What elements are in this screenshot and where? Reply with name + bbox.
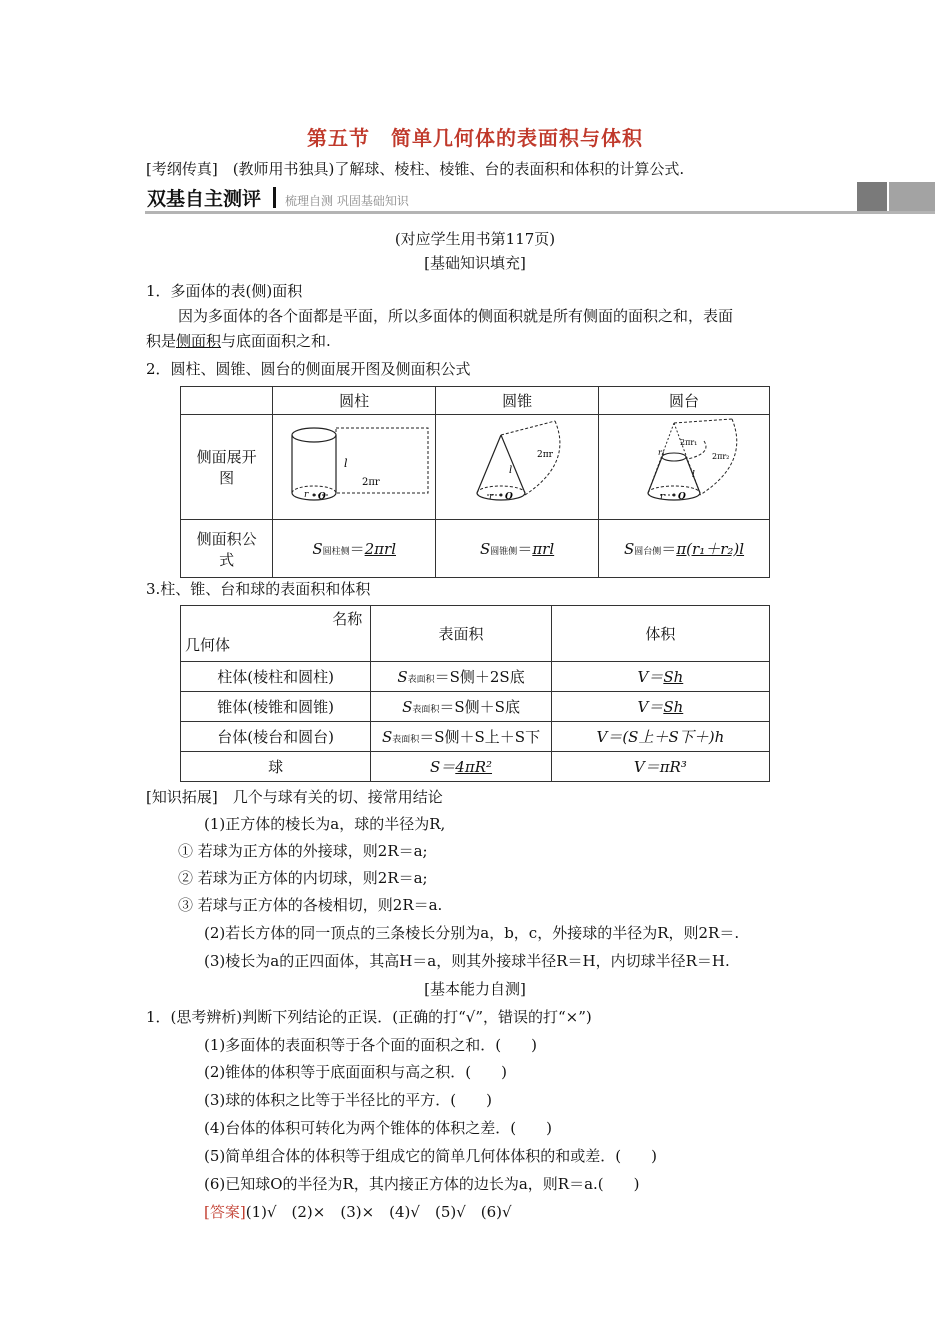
page-reference: (对应学生用书第117页) [394, 230, 556, 248]
cylinder-arc-label: 2πr [362, 477, 380, 488]
banner-block-dark [857, 182, 887, 211]
question-item: (3)球的体积之比等于半径比的平方．( ) [204, 1091, 492, 1109]
answer-label: [答案] [204, 1203, 246, 1221]
lateral-area-table [180, 386, 770, 578]
header-cylinder: 圆柱 [273, 387, 436, 415]
banner-underline [145, 211, 935, 214]
header-surface-area: 表面积 [371, 606, 551, 662]
formula-frustum: S圆台侧＝π(r₁＋r₂)l [599, 520, 770, 578]
row-name-sphere: 球 [181, 752, 371, 782]
page-title: 第五节 简单几何体的表面积与体积 [307, 126, 643, 150]
extension-line-2: ① 若球为正方体的外接球，则2R＝a; [178, 842, 428, 860]
svg-text:O: O [505, 492, 513, 502]
extension-line-5: (2)若长方体的同一顶点的三条棱长分别为a，b，c，外接球的半径为R，则2R＝. [204, 924, 740, 942]
volume-sphere: V＝πR³ [551, 752, 769, 782]
cylinder-l-label: l [344, 457, 348, 470]
extension-title: [知识拓展] 几个与球有关的切、接常用结论 [146, 788, 443, 806]
answer-text: (1)√ (2)× (3)× (4)√ (5)√ (6)√ [245, 1203, 512, 1221]
svg-text:r: r [489, 492, 494, 502]
section-heading-basic: [基础知识填充] [424, 254, 526, 272]
cylinder-net-figure [273, 415, 436, 520]
svg-text:l: l [509, 465, 513, 476]
svg-text:2πr₁: 2πr₁ [680, 438, 698, 447]
cone-net-diagram [437, 415, 597, 515]
point-1-line-1: 因为多面体的各个面都是平面，所以多面体的侧面积就是所有侧面的面积之和，表面 [178, 307, 734, 325]
point-1-line-2 [146, 330, 331, 351]
svg-text:r: r [304, 490, 309, 500]
cone-net-figure [436, 415, 599, 520]
question-item: (4)台体的体积可转化为两个锥体的体积之差．( ) [204, 1119, 552, 1137]
extension-line-6: (3)棱长为a的正四面体，其高H＝a，则其外接球半径R＝H，内切球半径R＝H. [204, 952, 730, 970]
surface-prism: S表面积＝S侧＋2S底 [371, 662, 551, 692]
section-banner [145, 182, 935, 214]
svg-text:O: O [678, 492, 686, 502]
row-label-formula: 侧面积公 式 [181, 520, 273, 578]
svg-text:2πr: 2πr [537, 450, 554, 460]
corner-header: 名称 几何体 [181, 606, 371, 662]
svg-text:r₁: r₁ [658, 448, 666, 457]
volume-prism: V＝Sh [551, 662, 769, 692]
extension-line-3: ② 若球为正方体的内切球，则2R＝a; [178, 869, 428, 887]
row-name-prism: 柱体(棱柱和圆柱) [181, 662, 371, 692]
point-2-title: 2．圆柱、圆锥、圆台的侧面展开图及侧面积公式 [146, 360, 471, 378]
section-heading-self-test: [基本能力自测] [424, 980, 526, 998]
volume-table [180, 605, 770, 782]
question-item: (2)锥体的体积等于底面面积与高之积．( ) [204, 1063, 507, 1081]
frustum-net-figure [599, 415, 770, 520]
header-cone: 圆锥 [436, 387, 599, 415]
banner-subtitle: 梳理自测 巩固基础知识 [285, 194, 409, 208]
surface-sphere: S＝4πR² [371, 752, 551, 782]
answer-line [204, 1201, 512, 1222]
corner-cell [181, 387, 273, 415]
question-item: (6)已知球O的半径为R，其内接正方体的边长为a，则R＝a.( ) [204, 1175, 640, 1193]
answer-blank-frustum: π(r₁＋r₂)l [676, 540, 745, 558]
formula-cylinder: S圆柱侧＝2πrl [273, 520, 436, 578]
point-3-title: 3.柱、锥、台和球的表面积和体积 [146, 580, 371, 598]
question-1-title: 1．(思考辨析)判断下列结论的正误．(正确的打“√”，错误的打“×”) [146, 1008, 592, 1026]
volume-frustum: V＝(S上＋S下＋)h [551, 722, 769, 752]
svg-text:O: O [318, 492, 326, 502]
answer-blank-cone: πrl [532, 540, 555, 558]
row-name-pyramid: 锥体(棱锥和圆锥) [181, 692, 371, 722]
frustum-net-diagram [600, 415, 768, 515]
row-label-net: 侧面展开 图 [181, 415, 273, 520]
answer-blank-cylinder: 2πrl [364, 540, 396, 558]
svg-text:l: l [692, 470, 695, 480]
formula-cone: S圆锥侧＝πrl [436, 520, 599, 578]
banner-block-light [889, 182, 935, 211]
banner-separator [273, 187, 276, 208]
svg-text:r: r [660, 492, 665, 502]
banner-title: 双基自主测评 [147, 188, 262, 210]
question-item: (1)多面体的表面积等于各个面的面积之和．( ) [204, 1036, 537, 1054]
surface-pyramid: S表面积＝S侧＋S底 [371, 692, 551, 722]
row-name-frustum: 台体(棱台和圆台) [181, 722, 371, 752]
syllabus-note: [考纲传真] (教师用书独具)了解球、棱柱、棱锥、台的表面积和体积的计算公式. [146, 160, 685, 178]
header-frustum: 圆台 [599, 387, 770, 415]
volume-pyramid: V＝Sh [551, 692, 769, 722]
header-volume: 体积 [551, 606, 769, 662]
point-1-title: 1．多面体的表(侧)面积 [146, 282, 303, 300]
cylinder-net-diagram [274, 415, 434, 515]
svg-text:2πr₂: 2πr₂ [712, 452, 730, 461]
question-item: (5)简单组合体的体积等于组成它的简单几何体体积的和或差．( ) [204, 1147, 657, 1165]
extension-line-4: ③ 若球与正方体的各棱相切，则2R＝a. [178, 896, 443, 914]
point-1-text-a: 积是 [146, 332, 177, 350]
extension-line-1: (1)正方体的棱长为a，球的半径为R, [204, 815, 446, 833]
point-1-text-c: 与底面面积之和. [221, 332, 331, 350]
surface-frustum: S表面积＝S侧＋S上＋S下 [371, 722, 551, 752]
answer-blank-lateral-area: 侧面积 [176, 332, 222, 350]
